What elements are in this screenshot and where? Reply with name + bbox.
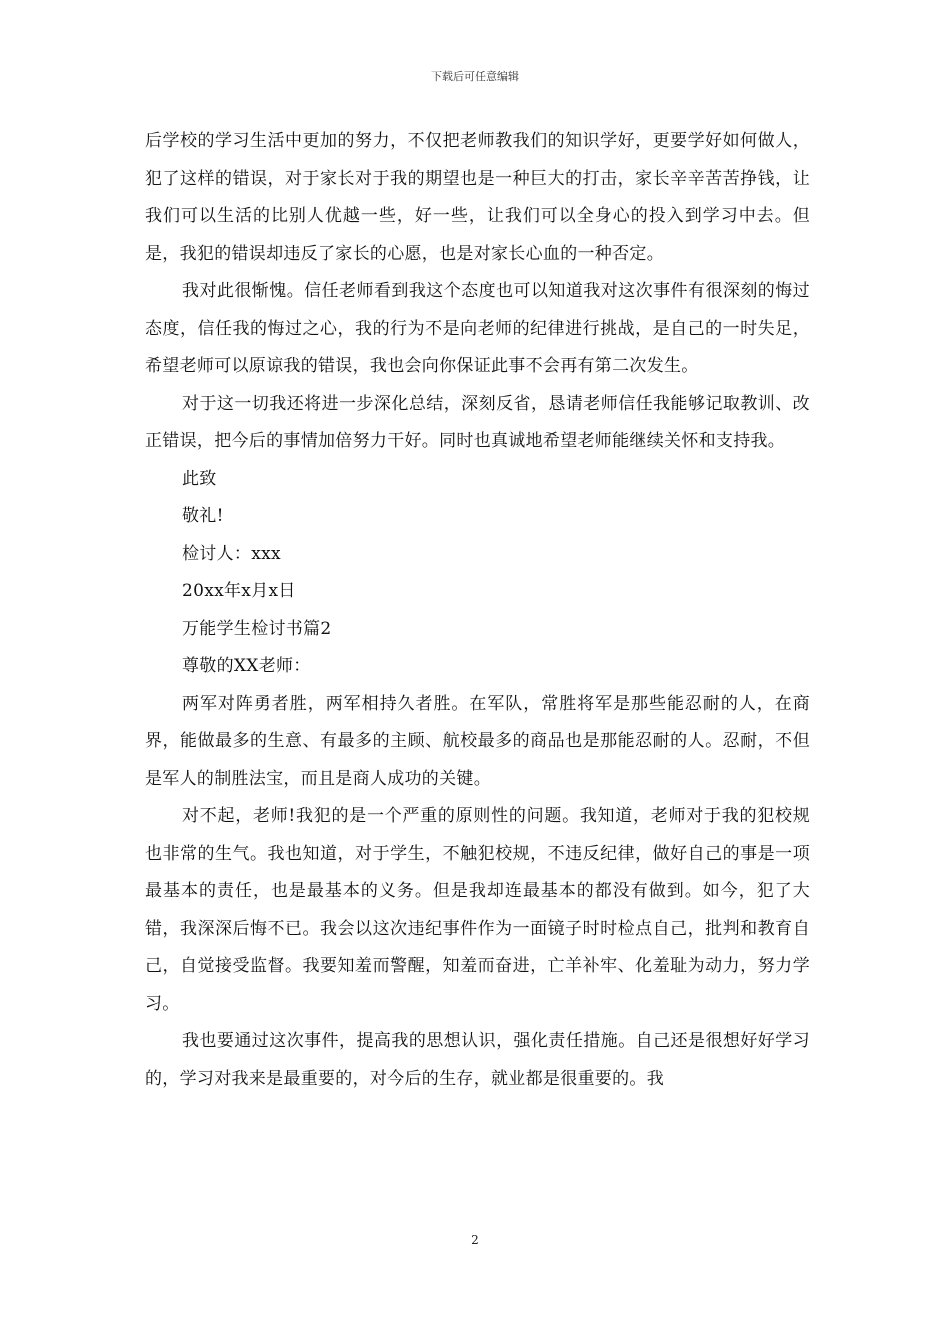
page-number: 2 [471, 1233, 479, 1247]
paragraph-reflection: 对于这一切我还将进一步深化总结，深刻反省，恳请老师信任我能够记取教训、改正错误，把今后的事情加倍努力干好。同时也真诚地希望老师能继续关怀和支持我。 [145, 393, 810, 451]
closing-line-1: 此致 [182, 468, 217, 489]
salutation-line: 尊敬的XX老师： [182, 656, 311, 676]
section-title: 万能学生检讨书篇2 [182, 618, 332, 639]
document-body [145, 123, 810, 1098]
date-line: 20xx年x月x日 [182, 581, 296, 601]
closing-line-2: 敬礼! [182, 506, 224, 526]
signer-line: 检讨人：xxx [182, 543, 281, 564]
paragraph-remorse: 我对此很惭愧。信任老师看到我这个态度也可以知道我对这次事件有很深刻的悔过态度，信任我的悔过之心，我的行为不是向老师的纪律进行挑战，是自己的一时失足，希望老师可以原谅我的错误，我也会向你保证此事不会再有第二次发生。 [145, 281, 810, 376]
paragraph-endurance: 两军对阵勇者胜，两军相持久者胜。在军队，常胜将军是那些能忍耐的人，在商界，能做最多的生意、有最多的主顾、航校最多的商品也是那能忍耐的人。忍耐，不但是军人的制胜法宝，而且是商人成功的关键。 [145, 693, 810, 789]
paragraph-commitment: 我也要通过这次事件，提高我的思想认识，强化责任措施。自己还是很想好好学习的，学习对我来是最重要的，对今后的生存，就业都是很重要的。我 [145, 1031, 810, 1089]
paragraph-apology: 对不起，老师!我犯的是一个严重的原则性的问题。我知道，老师对于我的犯校规也非常的生气。我也知道，对于学生，不触犯校规，不违反纪律，做好自己的事是一项最基本的责任，也是最基本的义务。但是我却连最基本的都没有做到。如今，犯了大错，我深深后悔不已。我会以这次违纪事件作为一面镜子时时检点自己，批判和教育自己，自觉接受监督。我要知羞而警醒，知羞而奋进，亡羊补牢、化羞耻为动力，努力学习。 [145, 806, 810, 1014]
page-header-note: 下载后可任意编辑 [431, 70, 519, 83]
paragraph-continuation: 后学校的学习生活中更加的努力，不仅把老师教我们的知识学好，更要学好如何做人，犯了这样的错误，对于家长对于我的期望也是一种巨大的打击，家长辛辛苦苦挣钱，让我们可以生活的比别人优越一些，好一些，让我们可以全身心的投入到学习中去。但是，我犯的错误却违反了家长的心愿，也是对家长心血的一种否定。 [145, 131, 810, 264]
